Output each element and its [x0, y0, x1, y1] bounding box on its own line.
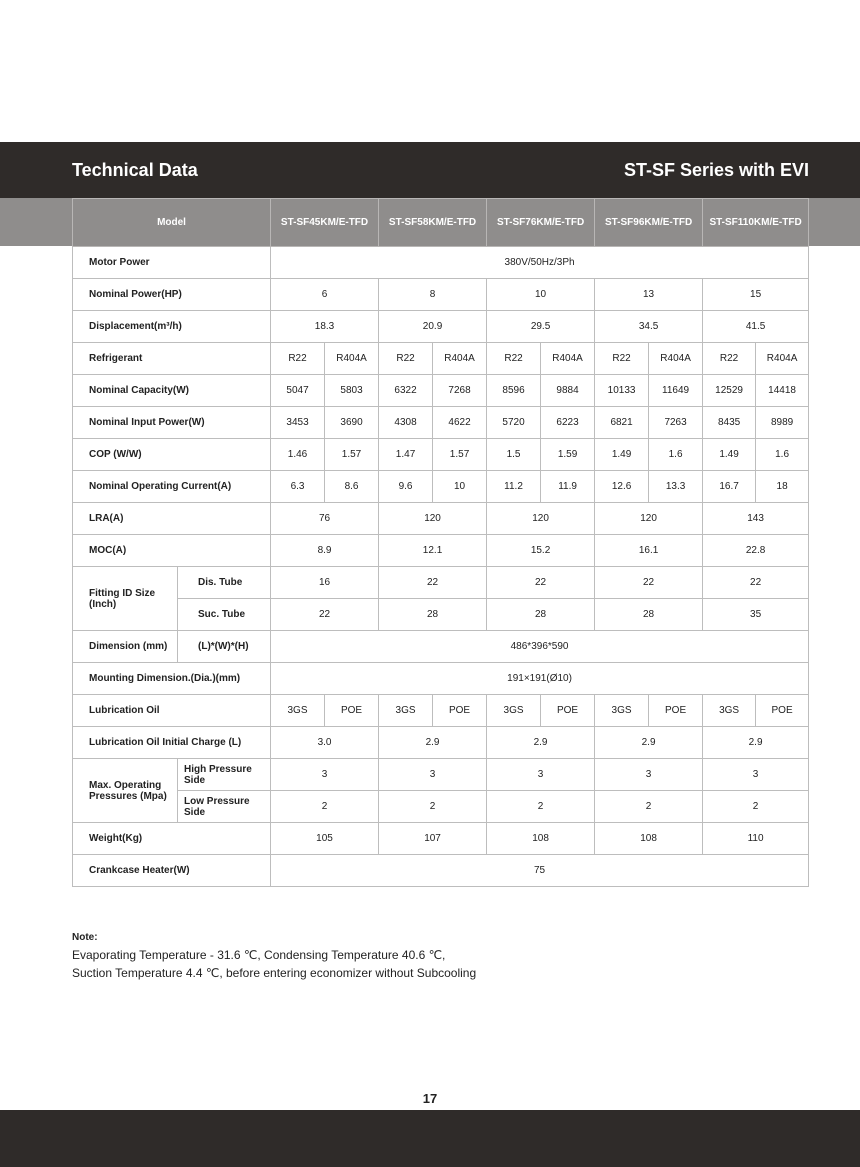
table-cell: 1.47	[379, 439, 433, 471]
table-row	[73, 695, 809, 727]
table-cell: 35	[703, 599, 809, 631]
table-cell: 380V/50Hz/3Ph	[271, 247, 809, 279]
row-label: Nominal Operating Current(A)	[73, 471, 271, 503]
sub-row-label: Low Pressure Side	[178, 791, 271, 823]
table-cell: 3GS	[271, 695, 325, 727]
table-cell: 6322	[379, 375, 433, 407]
table-cell: R404A	[649, 343, 703, 375]
table-row	[73, 311, 809, 343]
table-cell: 2	[487, 791, 595, 823]
row-label: Nominal Input Power(W)	[73, 407, 271, 439]
table-cell: 5720	[487, 407, 541, 439]
row-label: Motor Power	[73, 247, 271, 279]
table-cell: 107	[379, 823, 487, 855]
model-header-cell: ST-SF58KM/E-TFD	[379, 199, 487, 247]
table-cell: 13.3	[649, 471, 703, 503]
table-cell: 6821	[595, 407, 649, 439]
table-cell: 1.57	[325, 439, 379, 471]
row-label: Weight(Kg)	[73, 823, 271, 855]
table-row	[73, 439, 809, 471]
note-line: Suction Temperature 4.4 ℃, before entering economizer without Subcooling	[72, 966, 477, 980]
table-cell: 108	[487, 823, 595, 855]
table-cell: 10133	[595, 375, 649, 407]
table-row	[73, 535, 809, 567]
table-cell: 22	[595, 567, 703, 599]
table-cell: 3GS	[379, 695, 433, 727]
table-cell: 2	[271, 791, 379, 823]
table-cell: 10	[433, 471, 487, 503]
table-row	[73, 791, 809, 823]
table-cell: 5803	[325, 375, 379, 407]
table-cell: 14418	[756, 375, 809, 407]
table-cell: R404A	[756, 343, 809, 375]
table-cell: 8.6	[325, 471, 379, 503]
table-cell: 110	[703, 823, 809, 855]
row-label: MOC(A)	[73, 535, 271, 567]
table-cell: 2.9	[595, 727, 703, 759]
row-label: Lubrication Oil Initial Charge (L)	[73, 727, 271, 759]
table-cell: R22	[595, 343, 649, 375]
page-title: Technical Data	[72, 160, 198, 180]
table-row	[73, 503, 809, 535]
table-cell: 1.5	[487, 439, 541, 471]
table-cell: 105	[271, 823, 379, 855]
table-cell: 15.2	[487, 535, 595, 567]
table-cell: R22	[703, 343, 756, 375]
table-cell: 108	[595, 823, 703, 855]
row-label: Displacement(m³/h)	[73, 311, 271, 343]
table-cell: R22	[379, 343, 433, 375]
table-cell: 3690	[325, 407, 379, 439]
table-cell: 22.8	[703, 535, 809, 567]
table-cell: 76	[271, 503, 379, 535]
row-label: Refrigerant	[73, 343, 271, 375]
table-cell: 16.7	[703, 471, 756, 503]
table-cell: 12.1	[379, 535, 487, 567]
table-cell: 1.49	[595, 439, 649, 471]
technical-data-table	[72, 198, 809, 887]
note-title: Note:	[72, 932, 98, 943]
table-cell: 41.5	[703, 311, 809, 343]
table-cell: 3GS	[703, 695, 756, 727]
table-cell: 2	[595, 791, 703, 823]
model-header-cell: ST-SF76KM/E-TFD	[487, 199, 595, 247]
row-label: Mounting Dimension.(Dia.)(mm)	[73, 663, 271, 695]
row-label: Max. Operating Pressures (Mpa)	[73, 759, 178, 823]
table-cell: 2.9	[487, 727, 595, 759]
table-cell: 11.2	[487, 471, 541, 503]
table-cell: 2	[379, 791, 487, 823]
row-label: COP (W/W)	[73, 439, 271, 471]
sub-row-label: High Pressure Side	[178, 759, 271, 791]
table-cell: 486*396*590	[271, 631, 809, 663]
model-header-cell: ST-SF110KM/E-TFD	[703, 199, 809, 247]
table-cell: R22	[487, 343, 541, 375]
model-header-cell: ST-SF45KM/E-TFD	[271, 199, 379, 247]
table-cell: 16.1	[595, 535, 703, 567]
table-cell: 3	[703, 759, 809, 791]
table-row	[73, 471, 809, 503]
table-row	[73, 823, 809, 855]
table-row	[73, 599, 809, 631]
table-cell: 12.6	[595, 471, 649, 503]
series-title: ST-SF Series with EVI	[623, 160, 809, 180]
table-cell: 4308	[379, 407, 433, 439]
table-cell: 3	[379, 759, 487, 791]
table-cell: 1.46	[271, 439, 325, 471]
table-cell: 29.5	[487, 311, 595, 343]
table-cell: 120	[379, 503, 487, 535]
note-line: Evaporating Temperature - 31.6 ℃, Condensing Temperature 40.6 ℃,	[72, 948, 446, 962]
table-cell: 15	[703, 279, 809, 311]
table-cell: 18	[756, 471, 809, 503]
row-label: Nominal Power(HP)	[73, 279, 271, 311]
row-label: Dimension (mm)	[73, 631, 178, 663]
table-cell: 28	[487, 599, 595, 631]
table-cell: 3	[271, 759, 379, 791]
table-cell: R22	[271, 343, 325, 375]
row-label: Fitting ID Size (Inch)	[73, 567, 178, 631]
table-cell: 1.6	[649, 439, 703, 471]
table-cell: 8596	[487, 375, 541, 407]
table-cell: POE	[541, 695, 595, 727]
table-cell: 1.6	[756, 439, 809, 471]
table-cell: 2.9	[703, 727, 809, 759]
table-cell: 7268	[433, 375, 487, 407]
table-cell: 3	[595, 759, 703, 791]
table-cell: 5047	[271, 375, 325, 407]
table-cell: 18.3	[271, 311, 379, 343]
table-row	[73, 247, 809, 279]
table-cell: 10	[487, 279, 595, 311]
table-cell: 1.57	[433, 439, 487, 471]
row-label: Crankcase Heater(W)	[73, 855, 271, 887]
table-cell: 2	[703, 791, 809, 823]
table-cell: R404A	[433, 343, 487, 375]
table-cell: 7263	[649, 407, 703, 439]
table-cell: POE	[433, 695, 487, 727]
table-cell: POE	[756, 695, 809, 727]
row-label: LRA(A)	[73, 503, 271, 535]
table-row	[73, 407, 809, 439]
model-header: Model	[73, 199, 271, 247]
table-cell: 2.9	[379, 727, 487, 759]
table-cell: 8435	[703, 407, 756, 439]
table-row	[73, 631, 809, 663]
table-row	[73, 663, 809, 695]
table-cell: 1.49	[703, 439, 756, 471]
table-cell: 9884	[541, 375, 595, 407]
table-cell: 75	[271, 855, 809, 887]
table-cell: 3GS	[595, 695, 649, 727]
table-cell: R404A	[325, 343, 379, 375]
table-cell: 22	[271, 599, 379, 631]
table-cell: 8	[379, 279, 487, 311]
table-cell: 8.9	[271, 535, 379, 567]
table-cell: 4622	[433, 407, 487, 439]
table-cell: 6223	[541, 407, 595, 439]
table-cell: 22	[379, 567, 487, 599]
table-cell: 6.3	[271, 471, 325, 503]
sub-row-label: (L)*(W)*(H)	[178, 631, 271, 663]
row-label: Lubrication Oil	[73, 695, 271, 727]
table-cell: 120	[595, 503, 703, 535]
table-row	[73, 375, 809, 407]
table-cell: 3GS	[487, 695, 541, 727]
table-row	[73, 855, 809, 887]
table-cell: POE	[649, 695, 703, 727]
table-header-row	[73, 199, 809, 247]
table-cell: 22	[703, 567, 809, 599]
table-cell: 12529	[703, 375, 756, 407]
table-cell: 9.6	[379, 471, 433, 503]
model-header-cell: ST-SF96KM/E-TFD	[595, 199, 703, 247]
table-cell: 143	[703, 503, 809, 535]
table-cell: 3453	[271, 407, 325, 439]
table-cell: 1.59	[541, 439, 595, 471]
table-cell: 191×191(Ø10)	[271, 663, 809, 695]
table-cell: 11.9	[541, 471, 595, 503]
table-cell: 120	[487, 503, 595, 535]
table-cell: 11649	[649, 375, 703, 407]
table-row	[73, 567, 809, 599]
table-cell: 8989	[756, 407, 809, 439]
table-row	[73, 279, 809, 311]
table-row	[73, 759, 809, 791]
table-cell: 3	[487, 759, 595, 791]
table-cell: 13	[595, 279, 703, 311]
table-row	[73, 343, 809, 375]
row-label: Nominal Capacity(W)	[73, 375, 271, 407]
sub-row-label: Dis. Tube	[178, 567, 271, 599]
table-cell: 28	[595, 599, 703, 631]
footer-bar	[0, 1110, 860, 1167]
table-cell: 22	[487, 567, 595, 599]
table-cell: R404A	[541, 343, 595, 375]
table-cell: 6	[271, 279, 379, 311]
table-cell: 16	[271, 567, 379, 599]
table-cell: POE	[325, 695, 379, 727]
table-cell: 20.9	[379, 311, 487, 343]
table-row	[73, 727, 809, 759]
sub-row-label: Suc. Tube	[178, 599, 271, 631]
table-cell: 3.0	[271, 727, 379, 759]
table-cell: 28	[379, 599, 487, 631]
table-cell: 34.5	[595, 311, 703, 343]
page-number: 17	[422, 1091, 438, 1106]
